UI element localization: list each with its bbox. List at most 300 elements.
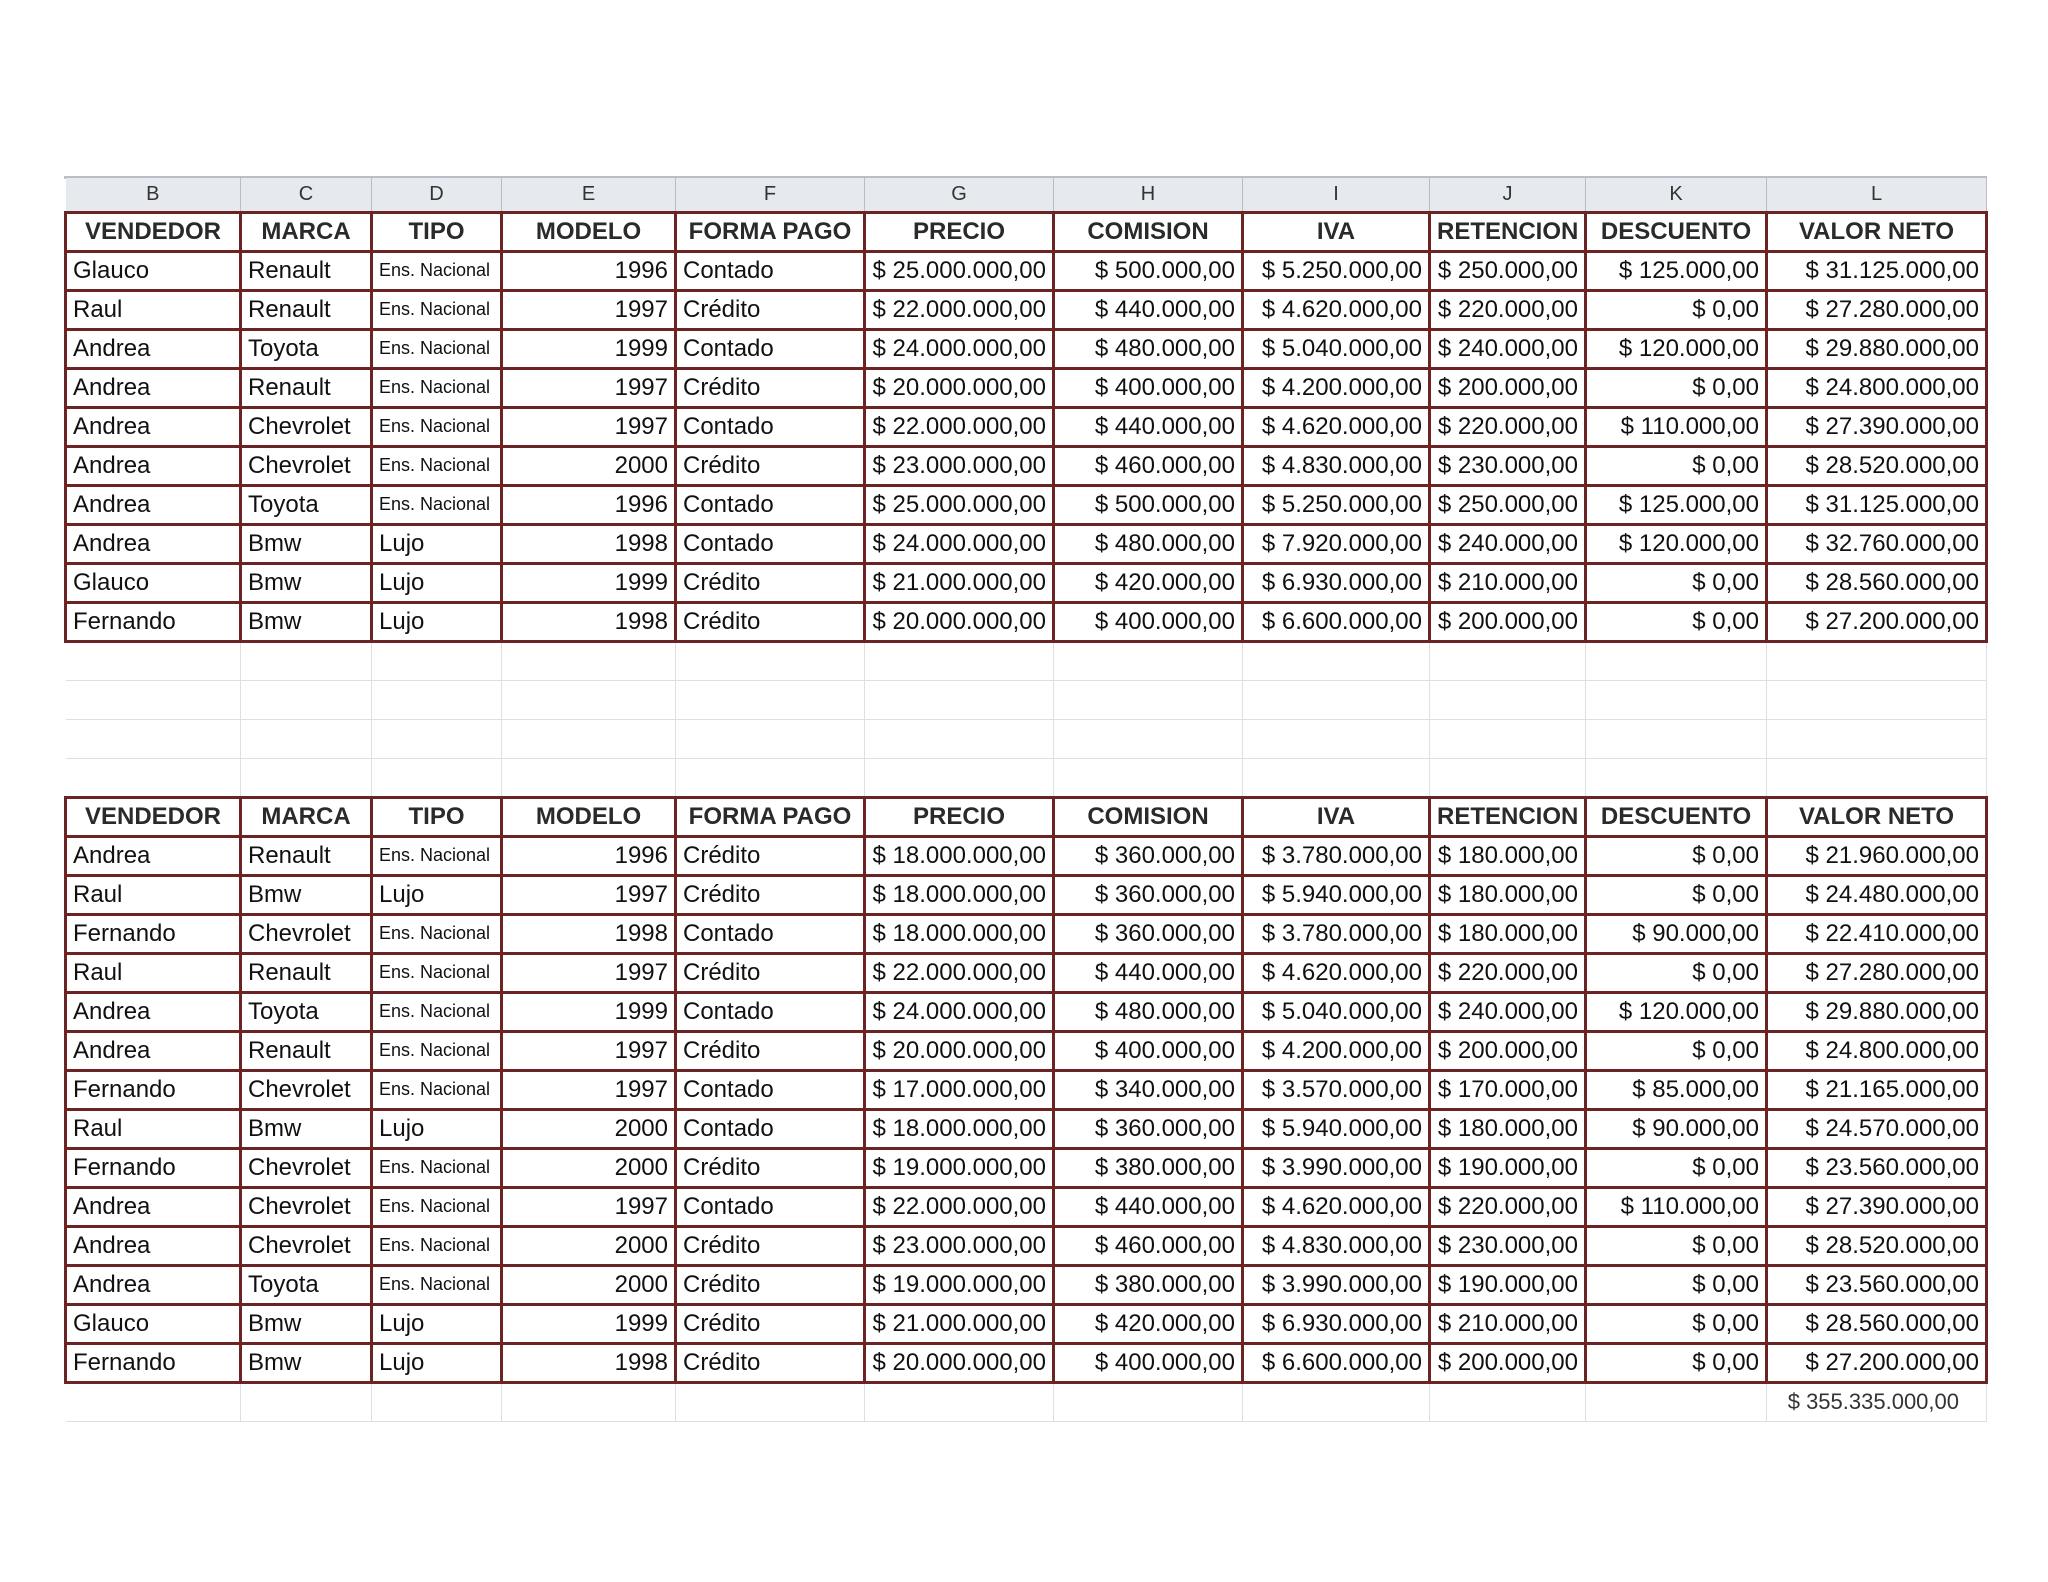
cell-retencion[interactable]: $ 230.000,00 (1430, 446, 1586, 485)
empty-cell[interactable] (241, 719, 372, 758)
cell-valor-neto[interactable]: $ 24.800.000,00 (1767, 1031, 1987, 1070)
cell-descuento[interactable]: $ 0,00 (1586, 836, 1767, 875)
empty-cell[interactable] (676, 1382, 865, 1421)
cell-tipo[interactable]: Ens. Nacional (372, 836, 502, 875)
cell-comision[interactable]: $ 400.000,00 (1054, 602, 1243, 641)
cell-marca[interactable]: Bmw (241, 1304, 372, 1343)
cell-precio[interactable]: $ 21.000.000,00 (865, 1304, 1054, 1343)
cell-descuento[interactable]: $ 90.000,00 (1586, 1109, 1767, 1148)
cell-precio[interactable]: $ 24.000.000,00 (865, 524, 1054, 563)
cell-valor-neto[interactable]: $ 28.520.000,00 (1767, 446, 1987, 485)
cell-retencion[interactable]: $ 200.000,00 (1430, 602, 1586, 641)
cell-vendedor[interactable]: Andrea (66, 836, 241, 875)
cell-retencion[interactable]: $ 200.000,00 (1430, 1343, 1586, 1382)
empty-cell[interactable] (372, 1382, 502, 1421)
empty-cell[interactable] (1767, 641, 1987, 680)
cell-precio[interactable]: $ 18.000.000,00 (865, 1109, 1054, 1148)
header-retencion[interactable]: RETENCION (1430, 797, 1586, 836)
empty-cell[interactable] (1243, 758, 1430, 797)
cell-descuento[interactable]: $ 120.000,00 (1586, 992, 1767, 1031)
empty-cell[interactable] (1430, 680, 1586, 719)
empty-cell[interactable] (372, 758, 502, 797)
cell-retencion[interactable]: $ 200.000,00 (1430, 1031, 1586, 1070)
cell-descuento[interactable]: $ 0,00 (1586, 1031, 1767, 1070)
cell-marca[interactable]: Renault (241, 290, 372, 329)
cell-tipo[interactable]: Ens. Nacional (372, 485, 502, 524)
cell-retencion[interactable]: $ 190.000,00 (1430, 1265, 1586, 1304)
cell-precio[interactable]: $ 23.000.000,00 (865, 1226, 1054, 1265)
cell-marca[interactable]: Toyota (241, 992, 372, 1031)
empty-cell[interactable] (502, 641, 676, 680)
cell-precio[interactable]: $ 22.000.000,00 (865, 407, 1054, 446)
empty-cell[interactable] (241, 758, 372, 797)
cell-vendedor[interactable]: Fernando (66, 914, 241, 953)
cell-iva[interactable]: $ 4.620.000,00 (1243, 407, 1430, 446)
cell-iva[interactable]: $ 4.620.000,00 (1243, 1187, 1430, 1226)
cell-forma-pago[interactable]: Crédito (676, 875, 865, 914)
empty-cell[interactable] (1586, 680, 1767, 719)
cell-vendedor[interactable]: Andrea (66, 446, 241, 485)
cell-precio[interactable]: $ 22.000.000,00 (865, 953, 1054, 992)
cell-comision[interactable]: $ 440.000,00 (1054, 953, 1243, 992)
cell-iva[interactable]: $ 5.250.000,00 (1243, 485, 1430, 524)
cell-descuento[interactable]: $ 0,00 (1586, 1265, 1767, 1304)
cell-tipo[interactable]: Ens. Nacional (372, 1070, 502, 1109)
cell-forma-pago[interactable]: Crédito (676, 368, 865, 407)
cell-marca[interactable]: Renault (241, 836, 372, 875)
empty-cell[interactable] (241, 1382, 372, 1421)
header-precio[interactable]: PRECIO (865, 797, 1054, 836)
cell-descuento[interactable]: $ 0,00 (1586, 875, 1767, 914)
cell-modelo[interactable]: 1997 (502, 1187, 676, 1226)
cell-marca[interactable]: Renault (241, 1031, 372, 1070)
cell-precio[interactable]: $ 22.000.000,00 (865, 290, 1054, 329)
cell-valor-neto[interactable]: $ 28.560.000,00 (1767, 563, 1987, 602)
cell-forma-pago[interactable]: Contado (676, 485, 865, 524)
empty-cell[interactable] (865, 758, 1054, 797)
cell-comision[interactable]: $ 360.000,00 (1054, 914, 1243, 953)
cell-vendedor[interactable]: Raul (66, 875, 241, 914)
cell-retencion[interactable]: $ 250.000,00 (1430, 485, 1586, 524)
empty-cell[interactable] (502, 719, 676, 758)
cell-marca[interactable]: Chevrolet (241, 1187, 372, 1226)
cell-comision[interactable]: $ 420.000,00 (1054, 563, 1243, 602)
cell-forma-pago[interactable]: Contado (676, 1070, 865, 1109)
header-modelo[interactable]: MODELO (502, 797, 676, 836)
cell-valor-neto[interactable]: $ 27.280.000,00 (1767, 953, 1987, 992)
cell-forma-pago[interactable]: Crédito (676, 1343, 865, 1382)
cell-comision[interactable]: $ 340.000,00 (1054, 1070, 1243, 1109)
empty-cell[interactable] (676, 641, 865, 680)
cell-comision[interactable]: $ 400.000,00 (1054, 1343, 1243, 1382)
empty-cell[interactable] (1586, 1382, 1767, 1421)
cell-precio[interactable]: $ 20.000.000,00 (865, 1343, 1054, 1382)
cell-valor-neto[interactable]: $ 23.560.000,00 (1767, 1148, 1987, 1187)
cell-marca[interactable]: Renault (241, 251, 372, 290)
empty-cell[interactable] (1767, 680, 1987, 719)
empty-cell[interactable] (1054, 641, 1243, 680)
cell-valor-neto[interactable]: $ 31.125.000,00 (1767, 485, 1987, 524)
cell-descuento[interactable]: $ 120.000,00 (1586, 524, 1767, 563)
column-header-h[interactable]: H (1054, 177, 1243, 212)
cell-forma-pago[interactable]: Contado (676, 407, 865, 446)
header-descuento[interactable]: DESCUENTO (1586, 797, 1767, 836)
cell-retencion[interactable]: $ 220.000,00 (1430, 1187, 1586, 1226)
cell-retencion[interactable]: $ 210.000,00 (1430, 563, 1586, 602)
cell-valor-neto[interactable]: $ 32.760.000,00 (1767, 524, 1987, 563)
cell-modelo[interactable]: 1998 (502, 602, 676, 641)
cell-modelo[interactable]: 1997 (502, 875, 676, 914)
cell-vendedor[interactable]: Andrea (66, 1031, 241, 1070)
cell-marca[interactable]: Chevrolet (241, 914, 372, 953)
cell-valor-neto[interactable]: $ 21.165.000,00 (1767, 1070, 1987, 1109)
cell-vendedor[interactable]: Fernando (66, 602, 241, 641)
cell-vendedor[interactable]: Andrea (66, 524, 241, 563)
cell-valor-neto[interactable]: $ 24.480.000,00 (1767, 875, 1987, 914)
empty-cell[interactable] (865, 1382, 1054, 1421)
header-modelo[interactable]: MODELO (502, 212, 676, 251)
cell-vendedor[interactable]: Andrea (66, 1265, 241, 1304)
cell-precio[interactable]: $ 23.000.000,00 (865, 446, 1054, 485)
cell-modelo[interactable]: 2000 (502, 1265, 676, 1304)
empty-cell[interactable] (1243, 719, 1430, 758)
cell-comision[interactable]: $ 400.000,00 (1054, 1031, 1243, 1070)
column-header-l[interactable]: L (1767, 177, 1987, 212)
cell-iva[interactable]: $ 4.830.000,00 (1243, 446, 1430, 485)
cell-forma-pago[interactable]: Contado (676, 251, 865, 290)
empty-cell[interactable] (1430, 758, 1586, 797)
cell-descuento[interactable]: $ 0,00 (1586, 1148, 1767, 1187)
cell-comision[interactable]: $ 360.000,00 (1054, 836, 1243, 875)
cell-tipo[interactable]: Ens. Nacional (372, 1226, 502, 1265)
cell-comision[interactable]: $ 500.000,00 (1054, 485, 1243, 524)
cell-valor-neto[interactable]: $ 27.200.000,00 (1767, 602, 1987, 641)
cell-retencion[interactable]: $ 220.000,00 (1430, 290, 1586, 329)
cell-precio[interactable]: $ 17.000.000,00 (865, 1070, 1054, 1109)
cell-tipo[interactable]: Ens. Nacional (372, 407, 502, 446)
cell-modelo[interactable]: 1999 (502, 329, 676, 368)
cell-precio[interactable]: $ 20.000.000,00 (865, 602, 1054, 641)
cell-descuento[interactable]: $ 0,00 (1586, 1226, 1767, 1265)
cell-retencion[interactable]: $ 220.000,00 (1430, 407, 1586, 446)
column-header-c[interactable]: C (241, 177, 372, 212)
cell-precio[interactable]: $ 24.000.000,00 (865, 329, 1054, 368)
empty-cell[interactable] (1586, 758, 1767, 797)
cell-tipo[interactable]: Lujo (372, 875, 502, 914)
cell-descuento[interactable]: $ 120.000,00 (1586, 329, 1767, 368)
header-comision[interactable]: COMISION (1054, 212, 1243, 251)
cell-comision[interactable]: $ 360.000,00 (1054, 875, 1243, 914)
cell-tipo[interactable]: Ens. Nacional (372, 992, 502, 1031)
cell-modelo[interactable]: 1997 (502, 953, 676, 992)
cell-iva[interactable]: $ 4.830.000,00 (1243, 1226, 1430, 1265)
cell-marca[interactable]: Bmw (241, 524, 372, 563)
cell-iva[interactable]: $ 3.780.000,00 (1243, 836, 1430, 875)
header-forma-pago[interactable]: FORMA PAGO (676, 212, 865, 251)
cell-marca[interactable]: Chevrolet (241, 407, 372, 446)
cell-tipo[interactable]: Lujo (372, 602, 502, 641)
cell-vendedor[interactable]: Raul (66, 953, 241, 992)
cell-forma-pago[interactable]: Crédito (676, 836, 865, 875)
cell-modelo[interactable]: 1999 (502, 563, 676, 602)
cell-tipo[interactable]: Ens. Nacional (372, 446, 502, 485)
cell-forma-pago[interactable]: Crédito (676, 446, 865, 485)
cell-forma-pago[interactable]: Crédito (676, 1226, 865, 1265)
empty-cell[interactable] (372, 641, 502, 680)
cell-comision[interactable]: $ 360.000,00 (1054, 1109, 1243, 1148)
cell-valor-neto[interactable]: $ 24.570.000,00 (1767, 1109, 1987, 1148)
empty-cell[interactable] (676, 758, 865, 797)
empty-cell[interactable] (865, 719, 1054, 758)
cell-retencion[interactable]: $ 180.000,00 (1430, 1109, 1586, 1148)
cell-marca[interactable]: Chevrolet (241, 1070, 372, 1109)
empty-cell[interactable] (1586, 641, 1767, 680)
cell-vendedor[interactable]: Andrea (66, 485, 241, 524)
cell-valor-neto[interactable]: $ 27.280.000,00 (1767, 290, 1987, 329)
cell-valor-neto[interactable]: $ 31.125.000,00 (1767, 251, 1987, 290)
cell-iva[interactable]: $ 4.620.000,00 (1243, 290, 1430, 329)
cell-tipo[interactable]: Lujo (372, 524, 502, 563)
empty-cell[interactable] (1054, 719, 1243, 758)
cell-forma-pago[interactable]: Crédito (676, 602, 865, 641)
empty-cell[interactable] (1243, 641, 1430, 680)
cell-precio[interactable]: $ 24.000.000,00 (865, 992, 1054, 1031)
cell-modelo[interactable]: 1997 (502, 290, 676, 329)
cell-forma-pago[interactable]: Contado (676, 914, 865, 953)
cell-comision[interactable]: $ 460.000,00 (1054, 1226, 1243, 1265)
header-forma-pago[interactable]: FORMA PAGO (676, 797, 865, 836)
empty-cell[interactable] (1430, 719, 1586, 758)
cell-precio[interactable]: $ 21.000.000,00 (865, 563, 1054, 602)
cell-forma-pago[interactable]: Crédito (676, 290, 865, 329)
column-header-j[interactable]: J (1430, 177, 1586, 212)
cell-iva[interactable]: $ 4.620.000,00 (1243, 953, 1430, 992)
cell-descuento[interactable]: $ 0,00 (1586, 953, 1767, 992)
cell-marca[interactable]: Renault (241, 368, 372, 407)
cell-precio[interactable]: $ 18.000.000,00 (865, 875, 1054, 914)
cell-forma-pago[interactable]: Contado (676, 524, 865, 563)
cell-retencion[interactable]: $ 180.000,00 (1430, 836, 1586, 875)
cell-descuento[interactable]: $ 0,00 (1586, 290, 1767, 329)
cell-modelo[interactable]: 1996 (502, 251, 676, 290)
header-valor-neto[interactable]: VALOR NETO (1767, 212, 1987, 251)
cell-iva[interactable]: $ 5.250.000,00 (1243, 251, 1430, 290)
cell-vendedor[interactable]: Andrea (66, 329, 241, 368)
cell-tipo[interactable]: Ens. Nacional (372, 953, 502, 992)
column-header-b[interactable]: B (66, 177, 241, 212)
cell-tipo[interactable]: Ens. Nacional (372, 251, 502, 290)
header-vendedor[interactable]: VENDEDOR (66, 797, 241, 836)
cell-modelo[interactable]: 1996 (502, 836, 676, 875)
cell-comision[interactable]: $ 480.000,00 (1054, 992, 1243, 1031)
cell-forma-pago[interactable]: Crédito (676, 1031, 865, 1070)
cell-modelo[interactable]: 1998 (502, 524, 676, 563)
cell-comision[interactable]: $ 500.000,00 (1054, 251, 1243, 290)
cell-comision[interactable]: $ 380.000,00 (1054, 1148, 1243, 1187)
cell-tipo[interactable]: Lujo (372, 1343, 502, 1382)
empty-cell[interactable] (865, 641, 1054, 680)
cell-vendedor[interactable]: Andrea (66, 992, 241, 1031)
cell-descuento[interactable]: $ 110.000,00 (1586, 407, 1767, 446)
cell-iva[interactable]: $ 3.990.000,00 (1243, 1148, 1430, 1187)
cell-comision[interactable]: $ 420.000,00 (1054, 1304, 1243, 1343)
cell-iva[interactable]: $ 6.600.000,00 (1243, 602, 1430, 641)
cell-marca[interactable]: Bmw (241, 875, 372, 914)
empty-cell[interactable] (372, 719, 502, 758)
cell-marca[interactable]: Toyota (241, 485, 372, 524)
cell-retencion[interactable]: $ 170.000,00 (1430, 1070, 1586, 1109)
empty-cell[interactable] (1430, 1382, 1586, 1421)
empty-cell[interactable] (676, 719, 865, 758)
cell-tipo[interactable]: Ens. Nacional (372, 290, 502, 329)
cell-marca[interactable]: Toyota (241, 1265, 372, 1304)
cell-precio[interactable]: $ 20.000.000,00 (865, 368, 1054, 407)
empty-cell[interactable] (502, 758, 676, 797)
cell-tipo[interactable]: Ens. Nacional (372, 329, 502, 368)
cell-precio[interactable]: $ 18.000.000,00 (865, 914, 1054, 953)
cell-retencion[interactable]: $ 180.000,00 (1430, 914, 1586, 953)
column-header-f[interactable]: F (676, 177, 865, 212)
cell-iva[interactable]: $ 3.780.000,00 (1243, 914, 1430, 953)
cell-valor-neto[interactable]: $ 29.880.000,00 (1767, 992, 1987, 1031)
cell-valor-neto[interactable]: $ 22.410.000,00 (1767, 914, 1987, 953)
column-header-e[interactable]: E (502, 177, 676, 212)
cell-vendedor[interactable]: Glauco (66, 563, 241, 602)
empty-cell[interactable] (66, 719, 241, 758)
cell-iva[interactable]: $ 6.930.000,00 (1243, 563, 1430, 602)
cell-retencion[interactable]: $ 240.000,00 (1430, 992, 1586, 1031)
cell-retencion[interactable]: $ 240.000,00 (1430, 329, 1586, 368)
cell-comision[interactable]: $ 400.000,00 (1054, 368, 1243, 407)
empty-cell[interactable] (1054, 1382, 1243, 1421)
cell-modelo[interactable]: 1997 (502, 368, 676, 407)
empty-cell[interactable] (865, 680, 1054, 719)
header-descuento[interactable]: DESCUENTO (1586, 212, 1767, 251)
empty-cell[interactable] (66, 641, 241, 680)
empty-cell[interactable] (372, 680, 502, 719)
cell-comision[interactable]: $ 440.000,00 (1054, 1187, 1243, 1226)
cell-iva[interactable]: $ 3.570.000,00 (1243, 1070, 1430, 1109)
header-marca[interactable]: MARCA (241, 212, 372, 251)
cell-comision[interactable]: $ 440.000,00 (1054, 290, 1243, 329)
cell-retencion[interactable]: $ 180.000,00 (1430, 875, 1586, 914)
header-comision[interactable]: COMISION (1054, 797, 1243, 836)
cell-modelo[interactable]: 1997 (502, 1070, 676, 1109)
empty-cell[interactable] (1243, 680, 1430, 719)
cell-forma-pago[interactable]: Contado (676, 1109, 865, 1148)
cell-tipo[interactable]: Ens. Nacional (372, 1265, 502, 1304)
cell-forma-pago[interactable]: Crédito (676, 953, 865, 992)
cell-vendedor[interactable]: Fernando (66, 1343, 241, 1382)
cell-precio[interactable]: $ 22.000.000,00 (865, 1187, 1054, 1226)
cell-descuento[interactable]: $ 0,00 (1586, 602, 1767, 641)
cell-descuento[interactable]: $ 125.000,00 (1586, 485, 1767, 524)
header-vendedor[interactable]: VENDEDOR (66, 212, 241, 251)
cell-retencion[interactable]: $ 210.000,00 (1430, 1304, 1586, 1343)
cell-vendedor[interactable]: Andrea (66, 368, 241, 407)
cell-tipo[interactable]: Ens. Nacional (372, 914, 502, 953)
cell-marca[interactable]: Bmw (241, 563, 372, 602)
column-header-k[interactable]: K (1586, 177, 1767, 212)
cell-retencion[interactable]: $ 190.000,00 (1430, 1148, 1586, 1187)
cell-valor-neto[interactable]: $ 28.560.000,00 (1767, 1304, 1987, 1343)
cell-descuento[interactable]: $ 90.000,00 (1586, 914, 1767, 953)
cell-valor-neto[interactable]: $ 21.960.000,00 (1767, 836, 1987, 875)
cell-comision[interactable]: $ 380.000,00 (1054, 1265, 1243, 1304)
header-valor-neto[interactable]: VALOR NETO (1767, 797, 1987, 836)
cell-modelo[interactable]: 1998 (502, 1343, 676, 1382)
cell-modelo[interactable]: 2000 (502, 1226, 676, 1265)
cell-modelo[interactable]: 1999 (502, 992, 676, 1031)
cell-marca[interactable]: Bmw (241, 602, 372, 641)
cell-comision[interactable]: $ 480.000,00 (1054, 524, 1243, 563)
cell-modelo[interactable]: 1997 (502, 1031, 676, 1070)
empty-cell[interactable] (1767, 758, 1987, 797)
cell-vendedor[interactable]: Andrea (66, 1226, 241, 1265)
column-header-d[interactable]: D (372, 177, 502, 212)
cell-valor-neto[interactable]: $ 24.800.000,00 (1767, 368, 1987, 407)
cell-retencion[interactable]: $ 220.000,00 (1430, 953, 1586, 992)
empty-cell[interactable] (1243, 1382, 1430, 1421)
cell-forma-pago[interactable]: Contado (676, 1187, 865, 1226)
cell-tipo[interactable]: Ens. Nacional (372, 1187, 502, 1226)
cell-forma-pago[interactable]: Crédito (676, 1148, 865, 1187)
cell-descuento[interactable]: $ 85.000,00 (1586, 1070, 1767, 1109)
cell-descuento[interactable]: $ 0,00 (1586, 368, 1767, 407)
empty-cell[interactable] (1054, 680, 1243, 719)
cell-valor-neto[interactable]: $ 23.560.000,00 (1767, 1265, 1987, 1304)
cell-precio[interactable]: $ 20.000.000,00 (865, 1031, 1054, 1070)
cell-forma-pago[interactable]: Crédito (676, 1304, 865, 1343)
cell-tipo[interactable]: Lujo (372, 1304, 502, 1343)
cell-modelo[interactable]: 2000 (502, 1109, 676, 1148)
empty-cell[interactable] (1430, 641, 1586, 680)
cell-iva[interactable]: $ 5.940.000,00 (1243, 1109, 1430, 1148)
cell-retencion[interactable]: $ 240.000,00 (1430, 524, 1586, 563)
cell-iva[interactable]: $ 7.920.000,00 (1243, 524, 1430, 563)
cell-modelo[interactable]: 1998 (502, 914, 676, 953)
cell-vendedor[interactable]: Fernando (66, 1148, 241, 1187)
cell-precio[interactable]: $ 25.000.000,00 (865, 251, 1054, 290)
header-iva[interactable]: IVA (1243, 212, 1430, 251)
empty-cell[interactable] (66, 680, 241, 719)
cell-precio[interactable]: $ 19.000.000,00 (865, 1148, 1054, 1187)
cell-valor-neto[interactable]: $ 27.200.000,00 (1767, 1343, 1987, 1382)
cell-vendedor[interactable]: Fernando (66, 1070, 241, 1109)
empty-cell[interactable] (502, 680, 676, 719)
cell-vendedor[interactable]: Raul (66, 1109, 241, 1148)
empty-cell[interactable] (1586, 719, 1767, 758)
cell-iva[interactable]: $ 4.200.000,00 (1243, 1031, 1430, 1070)
empty-cell[interactable] (1054, 758, 1243, 797)
header-retencion[interactable]: RETENCION (1430, 212, 1586, 251)
cell-descuento[interactable]: $ 0,00 (1586, 1343, 1767, 1382)
cell-modelo[interactable]: 2000 (502, 446, 676, 485)
cell-vendedor[interactable]: Glauco (66, 251, 241, 290)
cell-vendedor[interactable]: Raul (66, 290, 241, 329)
cell-marca[interactable]: Chevrolet (241, 1226, 372, 1265)
header-tipo[interactable]: TIPO (372, 797, 502, 836)
cell-descuento[interactable]: $ 0,00 (1586, 563, 1767, 602)
cell-modelo[interactable]: 1996 (502, 485, 676, 524)
cell-descuento[interactable]: $ 0,00 (1586, 1304, 1767, 1343)
header-marca[interactable]: MARCA (241, 797, 372, 836)
cell-marca[interactable]: Chevrolet (241, 446, 372, 485)
cell-tipo[interactable]: Ens. Nacional (372, 1148, 502, 1187)
cell-descuento[interactable]: $ 0,00 (1586, 446, 1767, 485)
empty-cell[interactable] (1767, 719, 1987, 758)
cell-iva[interactable]: $ 5.040.000,00 (1243, 329, 1430, 368)
